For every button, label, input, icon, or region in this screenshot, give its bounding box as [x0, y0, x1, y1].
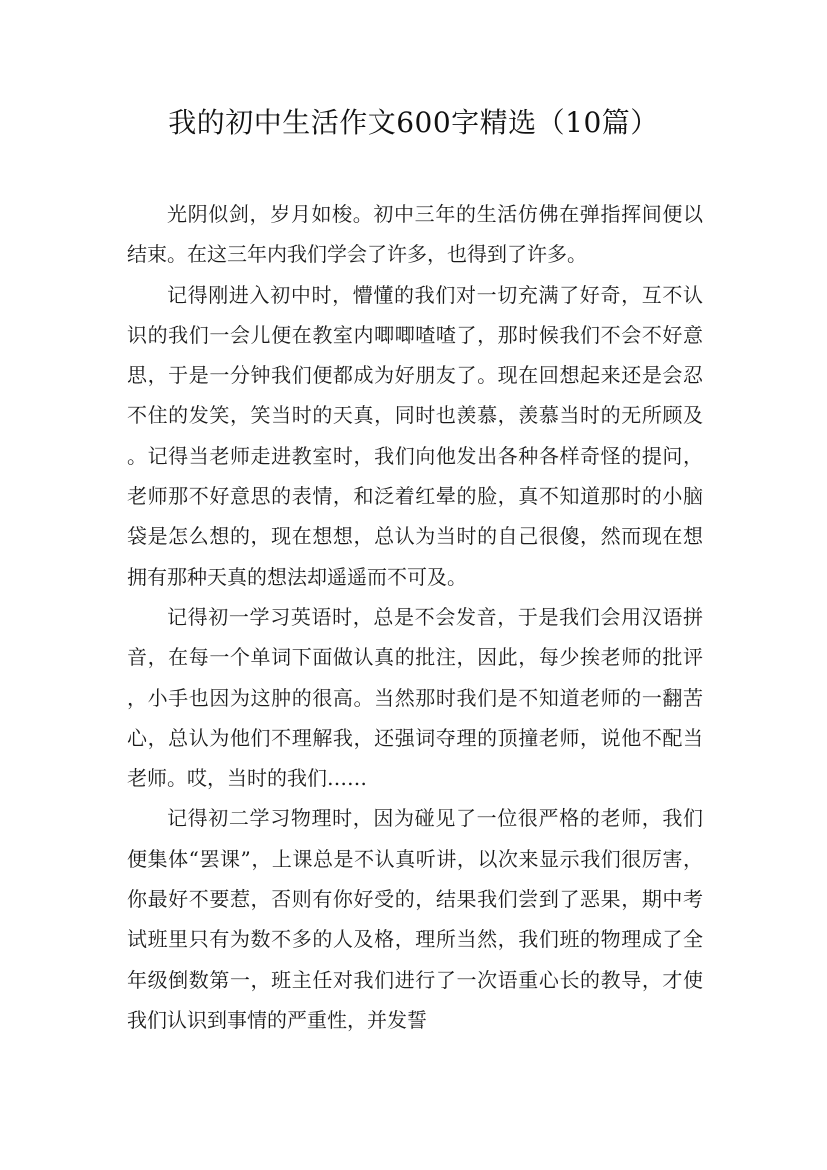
paragraph-4: 记得初二学习物理时，因为碰见了一位很严格的老师，我们便集体“罢课”，上课总是不认真听讲，以次来显示我们很厉害，你最好不要惹，否则有你好受的，结果我们尝到了恶果，期中考试班里只有为数不多的人及格，理所当然，我们班的物理成了全年级倒数第一，班主任对我们进行了一次语重心长的教导，才使我们认识到事情的严重性，并发誓 [127, 806, 703, 1032]
paragraph-2: 记得刚进入初中时，懵懂的我们对一切充满了好奇，互不认识的我们一会儿便在教室内唧唧喳喳了，那时候我们不会不好意思，于是一分钟我们便都成为好朋友了。现在回想起来还是会忍不住的发笑，笑当时的天真，同时也羡慕，羡慕当时的无所顾及。记得当老师走进教室时，我们向他发出各种各样奇怪的提问，老师那不好意思的表情，和泛着红晕的脸，真不知道那时的小脑袋是怎么想的，现在想想，总认为当时的自己很傻，然而现在想拥有那种天真的想法却遥遥而不可及。 [127, 282, 703, 589]
document-body [127, 194, 703, 1040]
document-title: 我的初中生活作文600字精选（10篇） [168, 106, 659, 139]
paragraph-3: 记得初一学习英语时，总是不会发音，于是我们会用汉语拼音，在每一个单词下面做认真的批注，因此，每少挨老师的批评，小手也因为这肿的很高。当然那时我们是不知道老师的一翻苦心，总认为他们不理解我，还强词夺理的顶撞老师，说他不配当老师。哎，当时的我们…… [127, 604, 703, 791]
paragraph-1: 光阴似剑，岁月如梭。初中三年的生活仿佛在弹指挥间便以结束。在这三年内我们学会了许多，也得到了许多。 [127, 202, 703, 267]
